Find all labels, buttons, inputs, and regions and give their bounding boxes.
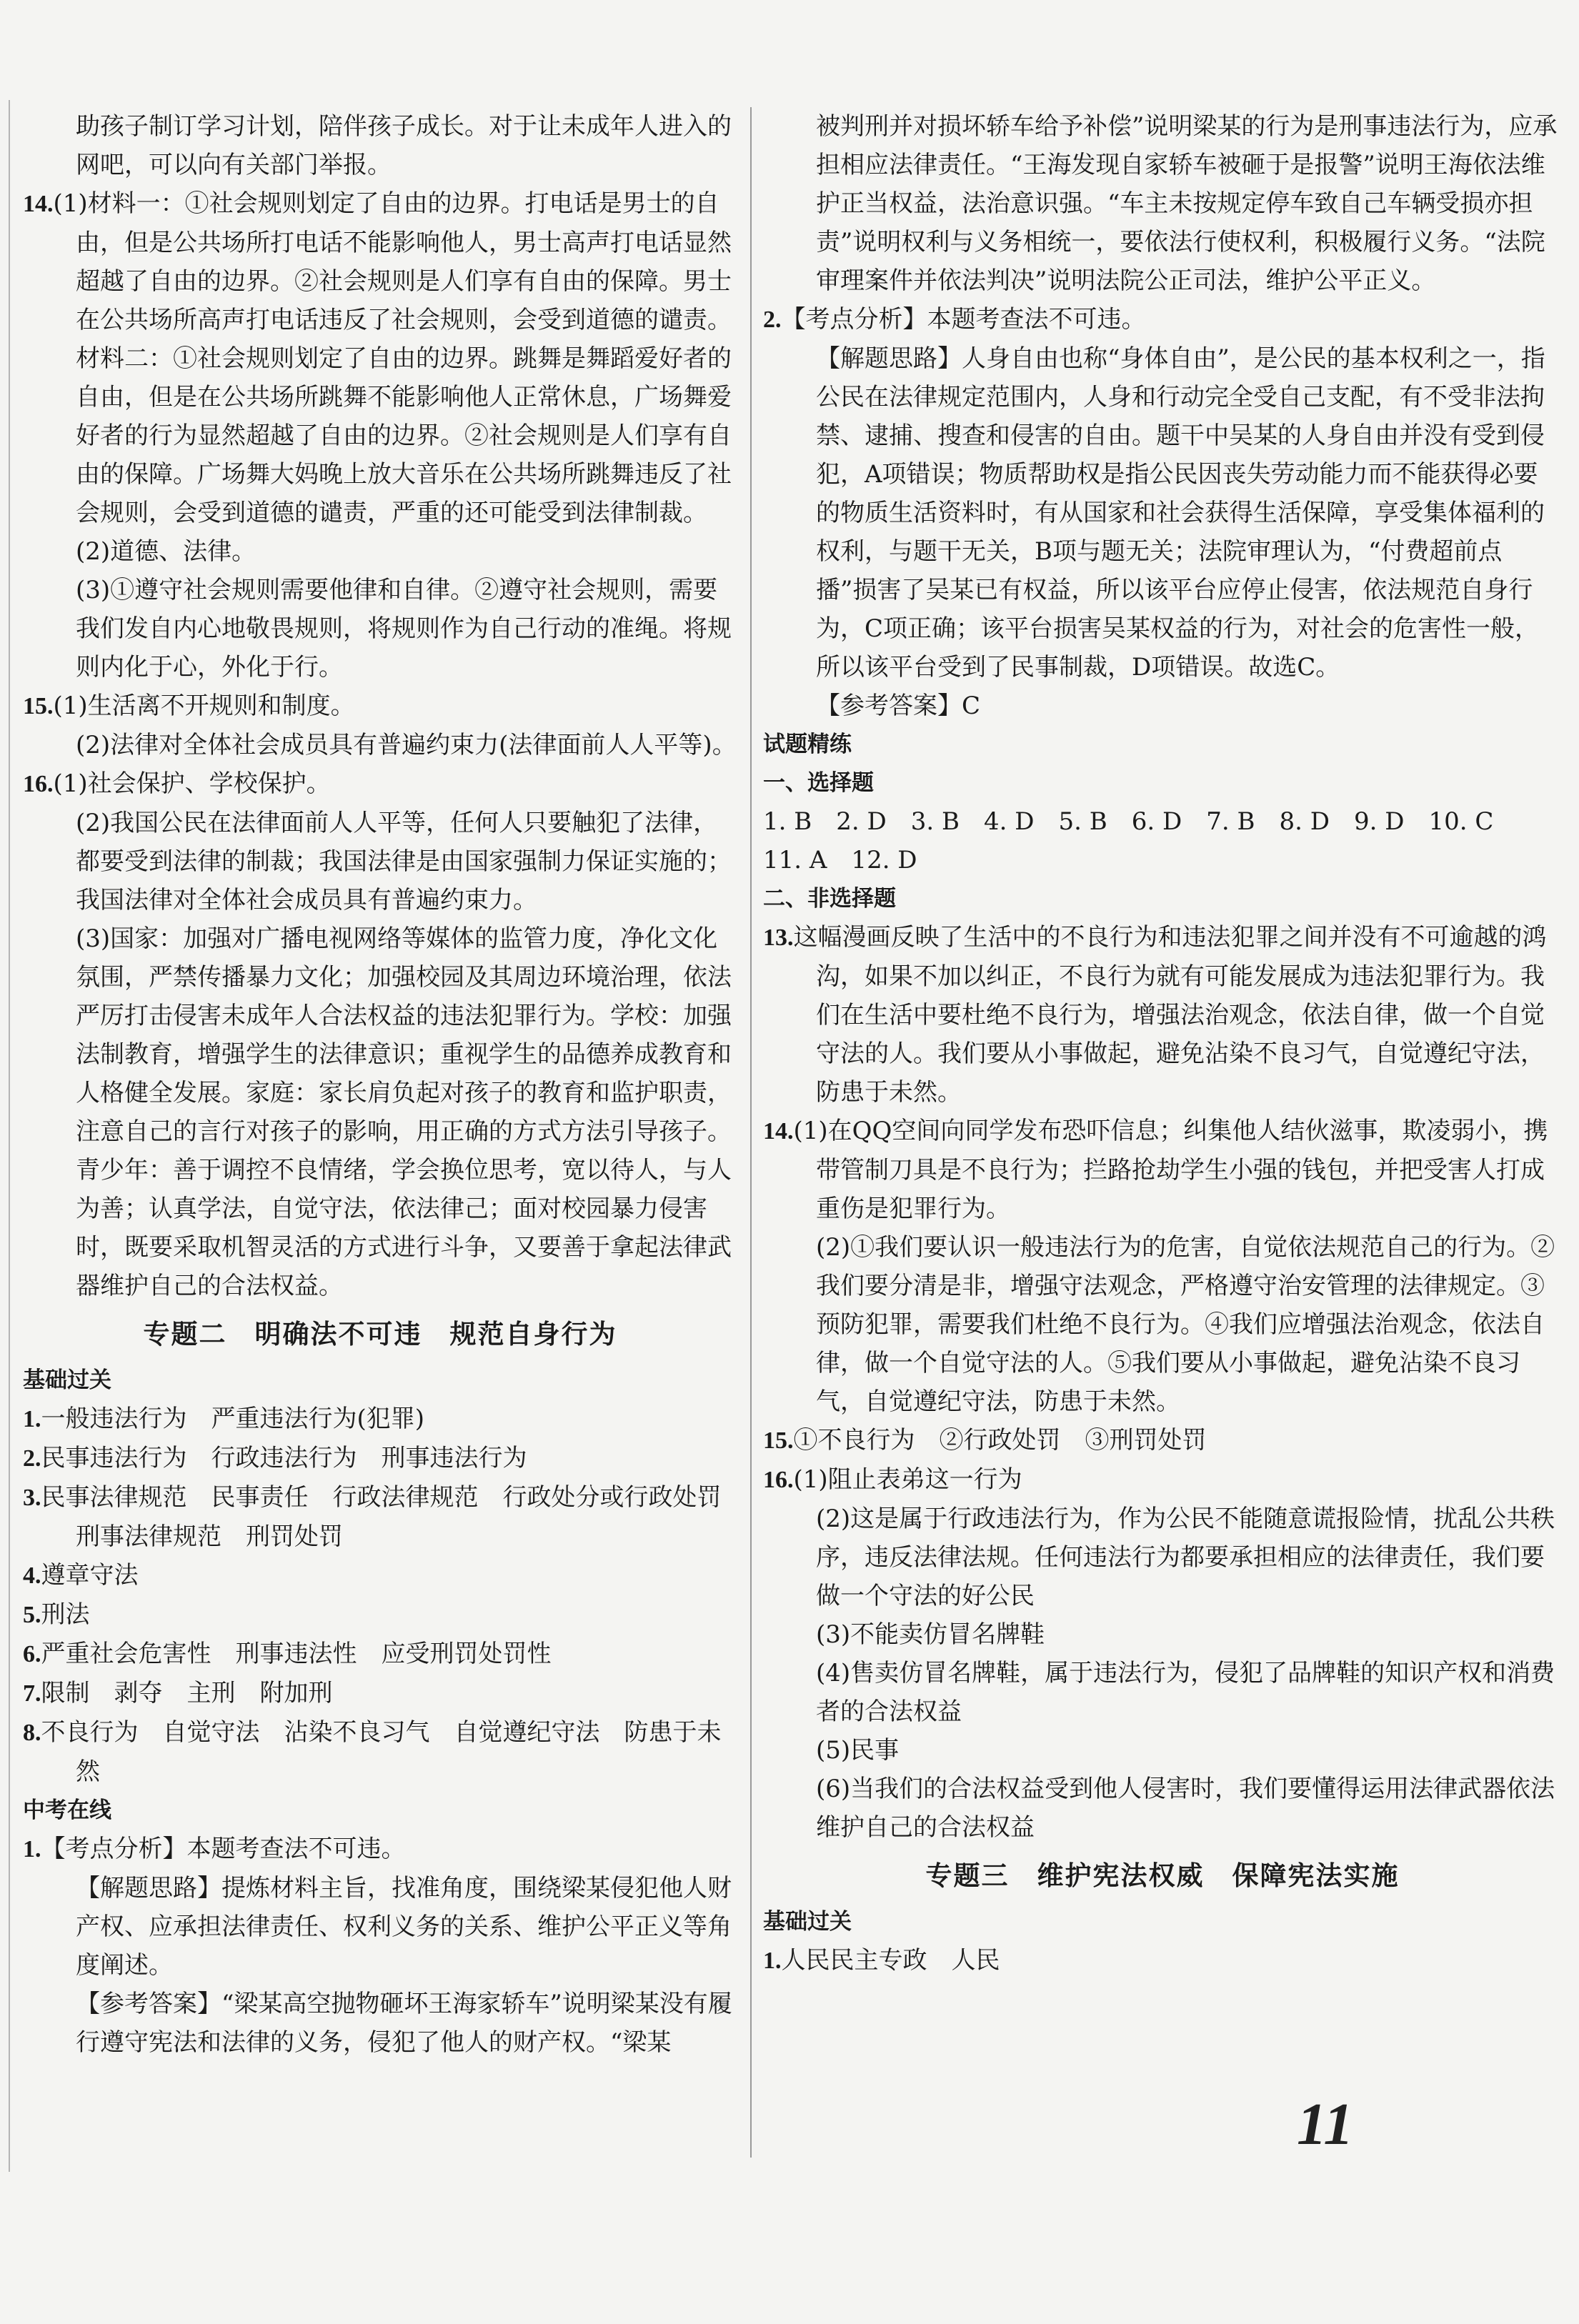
right-column <box>763 107 1562 1980</box>
answer-text: (1)在QQ空间向同学发布恐吓信息；纠集他人结伙滋事，欺凌弱小，携带管制刀具是不良行为；拦路抢劫学生小强的钱包，并把受害人打成重伤是犯罪行为。 <box>793 1117 1548 1223</box>
subsection-heading: 二、非选择题 <box>763 886 896 912</box>
question-2 <box>763 300 1562 339</box>
item-number: 3. <box>23 1485 41 1511</box>
item-number: 1. <box>23 1406 41 1432</box>
question-number: 14. <box>763 1118 794 1144</box>
choice-answers: 11. A 12. D <box>763 846 917 874</box>
list-item <box>23 1478 746 1556</box>
subsection-heading: 基础过关 <box>763 1909 852 1935</box>
page-edge <box>9 100 10 2172</box>
question-number: 13. <box>763 924 794 951</box>
answer-part: (2)法律对全体社会成员具有普遍约束力(法律面前人人平等)。 <box>76 731 737 759</box>
answer-part: 【参考答案】C <box>816 692 981 720</box>
answer-text: 这幅漫画反映了生活中的不良行为和违法犯罪之间并没有不可逾越的鸿沟，如果不加以纠正，不良行为就有可能发展成为违法犯罪行为。我们在生活中要杜绝不良行为，增强法治观念，依法自律，做一个自觉守法的人。我们要从小事做起，避免沾染不良习气，自觉遵纪守法，防患于未然。 <box>793 923 1547 1107</box>
choice-answers: 1. B 2. D 3. B 4. D 5. B 6. D 7. B 8. D 9. D 10. C <box>763 807 1494 836</box>
answer-part: (3)国家：加强对广播电视网络等媒体的监管力度，净化文化氛围，严禁传播暴力文化；加强校园及其周边环境治理，依法严厉打击侵害未成年人合法权益的违法犯罪行为。学校：加强法制教育，增强学生的法律意识；重视学生的品德养成教育和人格健全发展。家庭：家长肩负起对孩子的教育和监护职责，注意自己的言行对孩子的影响，用正确的方式方法引导孩子。青少年：善于调控不良情绪，学会换位思考，宽以待人，与人为善；认真学法，自觉守法，依法律己；面对校园暴力侵害时，既要采取机智灵活的方式进行斗争，又要善于拿起法律武器维护自己的合法权益。 <box>76 924 732 1300</box>
column-divider <box>750 107 752 2158</box>
question-15 <box>763 1421 1562 1460</box>
question-15 <box>23 687 737 726</box>
question-1 <box>23 1830 737 1869</box>
item-number: 6. <box>23 1641 41 1667</box>
left-column <box>23 107 746 2062</box>
question-number: 14. <box>23 191 54 217</box>
item-number: 5. <box>23 1602 41 1628</box>
item-text: 民事法律规范 民事责任 行政法律规范 行政处分或行政处罚 刑事法律规范 刑罚处罚 <box>41 1483 746 1551</box>
question-13 <box>763 918 1562 1112</box>
answer-text: 【考点分析】本题考查法不可违。 <box>41 1835 406 1863</box>
item-text: 一般违法行为 严重违法行为(犯罪) <box>41 1405 425 1433</box>
list-item <box>763 1941 1562 1980</box>
question-number: 16. <box>23 771 54 797</box>
item-text: 遵章守法 <box>41 1561 139 1590</box>
page-number: 11 <box>1297 2091 1354 2158</box>
subsection-heading: 基础过关 <box>23 1367 111 1393</box>
item-text: 不良行为 自觉守法 沾染不良习气 自觉遵纪守法 防患于未然 <box>41 1718 722 1786</box>
answer-part: (6)当我们的合法权益受到他人侵害时，我们要懂得运用法律武器依法维护自己的合法权益 <box>816 1775 1555 1842</box>
item-number: 4. <box>23 1562 41 1589</box>
answer-part: (3)①遵守社会规则需要他律和自律。②遵守社会规则，需要我们发自内心地敬畏规则，将规则作为自己行动的准绳。将规则内化于心，外化于行。 <box>76 576 732 682</box>
item-text: 人民民主专政 人民 <box>781 1946 1000 1975</box>
question-14 <box>763 1112 1562 1228</box>
answer-part: (2)①我们要认识一般违法行为的危害，自觉依法规范自己的行为。②我们要分清是非，增强守法观念，严格遵守治安管理的法律规定。③预防犯罪，需要我们杜绝不良行为。④我们应增强法治观念，依法自律，做一个自觉守法的人。⑤我们要从小事做起，避免沾染不良习气，自觉遵纪守法，防患于未然。 <box>816 1233 1555 1416</box>
list-item <box>23 1439 737 1478</box>
subsection-heading: 一、选择题 <box>763 770 874 796</box>
list-item <box>23 1400 737 1439</box>
item-number: 7. <box>23 1680 41 1707</box>
item-text: 严重社会危害性 刑事违法性 应受刑罚处罚性 <box>41 1640 552 1668</box>
answer-part: (2)道德、法律。 <box>76 537 256 566</box>
answer-part: (2)这是属于行政违法行为，作为公民不能随意谎报险情，扰乱公共秩序，违反法律法规。任何违法行为都要承担相应的法律责任，我们要做一个守法的好公民 <box>816 1505 1555 1610</box>
section-title: 专题三 维护宪法权威 保障宪法实施 <box>925 1860 1400 1891</box>
item-text: 民事违法行为 行政违法行为 刑事违法行为 <box>41 1444 527 1472</box>
paragraph: 被判刑并对损坏轿车给予补偿”说明梁某的行为是刑事违法行为，应承担相应法律责任。“王海发现自家轿车被砸于是报警”说明王海依法维护正当权益，法治意识强。“车主未按规定停车致自己车辆受损亦担责”说明权利与义务相统一，要依法行使权利，积极履行义务。“法院审理案件并依法判决”说明法院公正司法，维护公平正义。 <box>816 112 1558 295</box>
answer-part: 【参考答案】“梁某高空抛物砸坏王海家轿车”说明梁某没有履行遵守宪法和法律的义务，侵犯了他人的财产权。“梁某 <box>76 1990 732 2057</box>
answer-part: 【解题思路】人身自由也称“身体自由”，是公民的基本权利之一，指公民在法律规定范围内，人身和行动完全受自己支配，有不受非法拘禁、逮捕、搜查和侵害的自由。题干中吴某的人身自由并没有受到侵犯，A项错误；物质帮助权是指公民因丧失劳动能力而不能获得必要的物质生活资料时，有从国家和社会获得生活保障，享受集体福利的权利，与题干无关，B项与题无关；法院审理认为，“付费超前点播”损害了吴某已有权益，所以该平台应停止侵害，依法规范自身行为，C项正确；该平台损害吴某权益的行为，对社会的危害性一般，所以该平台受到了民事制裁，D项错误。故选C。 <box>816 344 1545 682</box>
answer-part: (4)售卖仿冒名牌鞋，属于违法行为，侵犯了品牌鞋的知识产权和消费者的合法权益 <box>816 1659 1555 1726</box>
answer-text: (1)社会保护、学校保护。 <box>53 769 331 798</box>
paragraph: 助孩子制订学习计划，陪伴孩子成长。对于让未成年人进入的网吧，可以向有关部门举报。 <box>76 112 732 179</box>
answer-part: (5)民事 <box>816 1736 900 1765</box>
item-text: 刑法 <box>41 1600 90 1629</box>
question-16 <box>23 764 737 804</box>
question-number: 16. <box>763 1467 794 1493</box>
question-number: 15. <box>23 693 54 719</box>
answer-text: ①不良行为 ②行政处罚 ③刑罚处罚 <box>793 1426 1207 1455</box>
item-text: 限制 剥夺 主刑 附加刑 <box>41 1679 333 1707</box>
answer-part: (2)我国公民在法律面前人人平等，任何人只要触犯了法律，都要受到法律的制裁；我国法律是由国家强制力保证实施的；我国法律对全体社会成员具有普遍约束力。 <box>76 809 732 914</box>
question-16 <box>763 1460 1562 1500</box>
answer-part: (3)不能卖仿冒名牌鞋 <box>816 1620 1045 1649</box>
list-item <box>23 1713 737 1791</box>
question-number: 1. <box>23 1836 41 1862</box>
item-number: 2. <box>23 1445 41 1472</box>
section-title: 专题二 明确法不可违 规范自身行为 <box>143 1319 617 1350</box>
list-item <box>23 1595 737 1635</box>
question-14 <box>23 184 737 532</box>
item-number: 1. <box>763 1948 782 1974</box>
answer-text: 【考点分析】本题考查法不可违。 <box>781 305 1146 334</box>
list-item <box>23 1635 737 1674</box>
question-number: 15. <box>763 1427 794 1454</box>
answer-part: 【解题思路】提炼材料主旨，找准角度，围绕梁某侵犯他人财产权、应承担法律责任、权利义务的关系、维护公平正义等角度阐述。 <box>76 1874 732 1980</box>
item-number: 8. <box>23 1720 41 1746</box>
subsection-heading: 试题精练 <box>763 732 852 757</box>
subsection-heading: 中考在线 <box>23 1797 111 1823</box>
answer-text: (1)生活离不开规则和制度。 <box>53 692 355 720</box>
answer-text: (1)阻止表弟这一行为 <box>793 1465 1022 1494</box>
question-number: 2. <box>763 306 782 333</box>
list-item <box>23 1674 737 1713</box>
answer-text: (1)材料一：①社会规则划定了自由的边界。打电话是男士的自由，但是公共场所打电话不能影响他人，男士高声打电话显然超越了自由的边界。②社会规则是人们享有自由的保障。男士在公共场所高声打电话违反了社会规则，会受到道德的谴责。材料二：①社会规则划定了自由的边界。跳舞是舞蹈爱好者的自由，但是在公共场所跳舞不能影响他人正常休息，广场舞爱好者的行为显然超越了自由的边界。②社会规则是人们享有自由的保障。广场舞大妈晚上放大音乐在公共场所跳舞违反了社会规则，会受到道德的谴责，严重的还可能受到法律制裁。 <box>53 189 732 527</box>
list-item <box>23 1556 737 1595</box>
